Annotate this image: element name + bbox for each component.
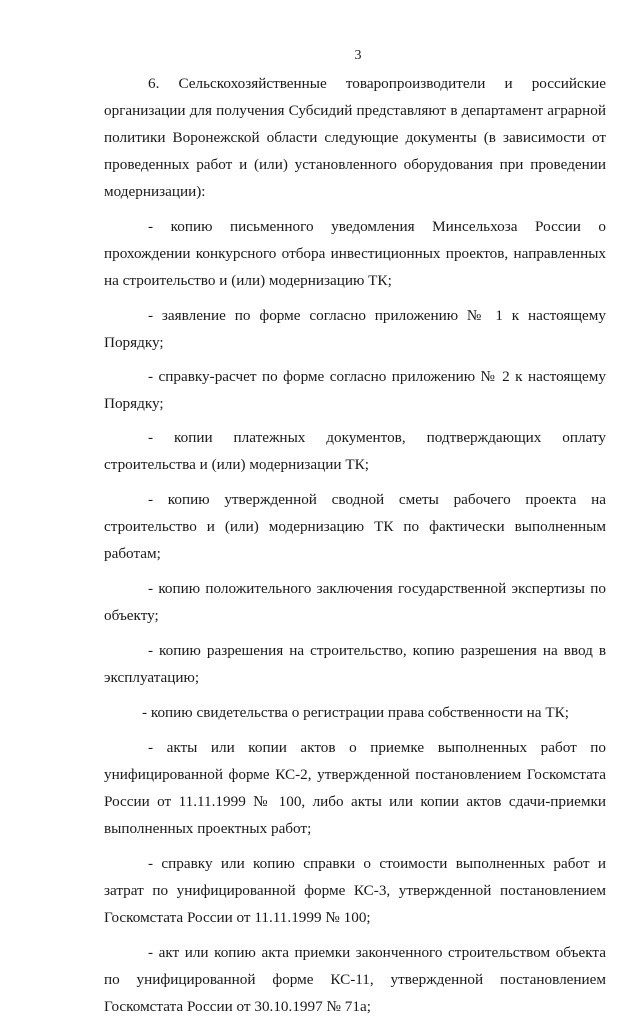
- list-item-expertise: - копию положительного заключения государственной экспертизы по объекту;: [104, 580, 606, 624]
- paragraph-intro: 6. Сельскохозяйственные товаропроизводители и российские организации для получения Субсидий представляют в департамент аграрной политики Воронежской области следующие документы (в зависимости от проведенных работ и (или) установленного оборудования при проведении модернизации):: [104, 75, 606, 200]
- list-item-payment-docs: - копии платежных документов, подтверждающих оплату строительства и (или) модернизации ТК;: [104, 429, 606, 473]
- list-item-ks3-certificate: - справку или копию справки о стоимости выполненных работ и затрат по унифицированной форме КС-3, утвержденной постановлением Госкомстата России от 11.11.1999 № 100;: [104, 855, 606, 926]
- list-item-estimate: - копию утвержденной сводной сметы рабочего проекта на строительство и (или) модернизацию ТК по фактически выполненным работам;: [104, 491, 606, 562]
- list-item-ks2-acts: - акты или копии актов о приемке выполненных работ по унифицированной форме КС-2, утвержденной постановлением Госкомстата России от 11.11.1999 № 100, либо акты или копии актов сдачи-приемки выполненных проектных работ;: [104, 739, 606, 837]
- list-item-ks11-act: - акт или копию акта приемки законченного строительством объекта по унифицированной форме КС-11, утвержденной постановлением Госкомстата России от 30.10.1997 № 71а;: [104, 944, 606, 1015]
- page-number: 3: [354, 48, 362, 63]
- list-item-ownership: - копию свидетельства о регистрации права собственности на ТК;: [142, 704, 569, 721]
- list-item-permits: - копию разрешения на строительство, копию разрешения на ввод в эксплуатацию;: [104, 642, 606, 686]
- list-item-application: - заявление по форме согласно приложению № 1 к настоящему Порядку;: [104, 307, 606, 351]
- list-item-ministry-notice: - копию письменного уведомления Минсельхоза России о прохождении конкурсного отбора инвестиционных проектов, направленных на строительство и (или) модернизацию ТК;: [104, 218, 606, 289]
- list-item-calculation: - справку-расчет по форме согласно приложению № 2 к настоящему Порядку;: [104, 368, 606, 412]
